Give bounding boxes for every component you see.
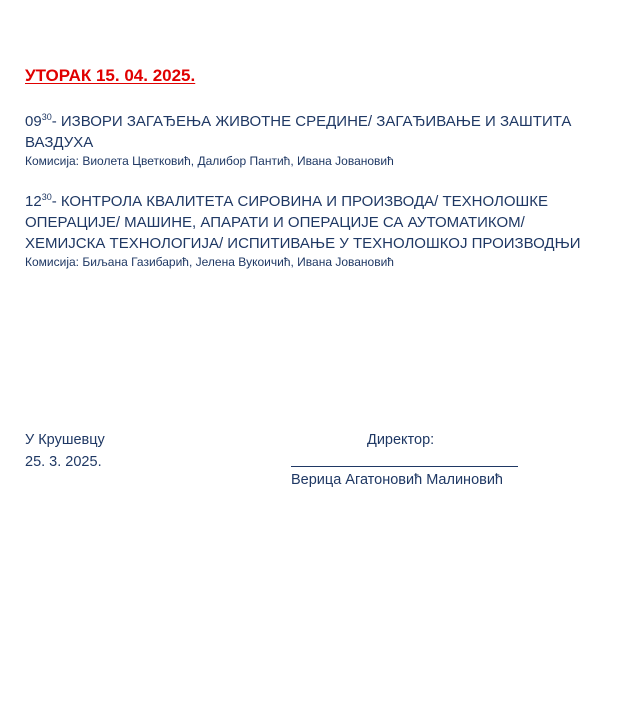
item-2-time-minutes: 30 [41,192,52,202]
item-2-committee: Комисија: Биљана Газибарић, Јелена Вукоичић, Ивана Јовановић [25,255,394,269]
footer-date: 25. 3. 2025. [25,454,102,470]
item-2-title-line2: ОПЕРАЦИЈЕ/ МАШИНЕ, АПАРАТИ И ОПЕРАЦИЈЕ СА АУТОМАТИКОМ/ [25,214,525,231]
item-1-time-minutes: 30 [41,112,52,122]
director-label: Директор: [367,432,435,448]
item-2-time: 12 [25,193,42,210]
item-1-time: 09 [25,113,42,130]
signature-line [291,466,518,467]
item-1-committee: Комисија: Виолета Цветковић, Далибор Пантић, Ивана Јовановић [25,154,394,168]
item-2-title-line1: - КОНТРОЛА КВАЛИТЕТА СИРОВИНА И ПРОИЗВОДА/ ТЕХНОЛОШКЕ [51,193,549,210]
footer-place: У Крушевцу [25,432,105,448]
item-1-title-line1: - ИЗВОРИ ЗАГАЂЕЊА ЖИВОТНЕ СРЕДИНЕ/ ЗАГАЂИВАЊЕ И ЗАШТИТА [51,113,572,130]
schedule-item-2-title [25,191,548,212]
page-heading: УТОРАК 15. 04. 2025. [25,66,196,85]
item-1-title-line2: ВАЗДУХА [25,134,94,151]
item-2-title-line3: ХЕМИЈСКА ТЕХНОЛОГИЈА/ ИСПИТИВАЊЕ У ТЕХНОЛОШКОЈ ПРОИЗВОДЊИ [25,235,581,252]
director-name: Верица Агатоновић Малиновић [291,472,503,488]
schedule-item-1-title [25,111,571,132]
